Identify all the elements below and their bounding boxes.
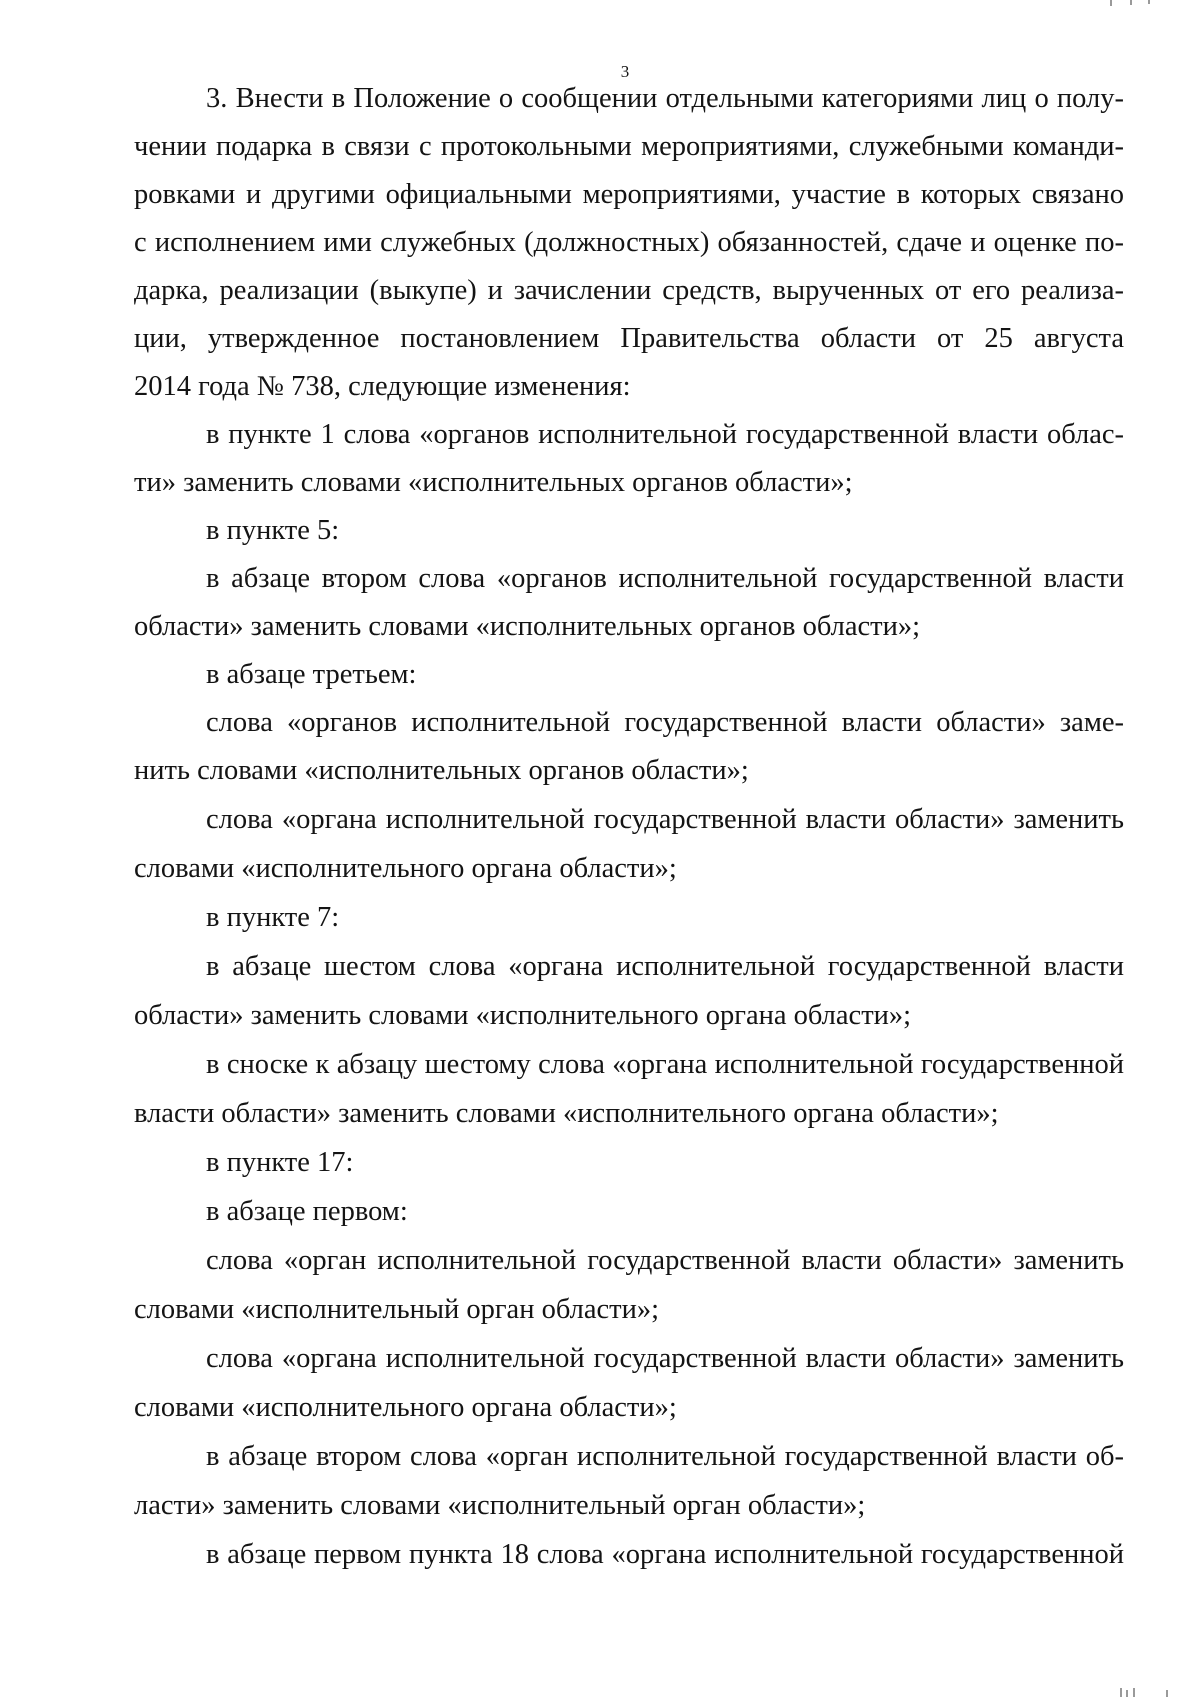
text-line: ласти» заменить словами «исполнительный орган области»; bbox=[134, 1490, 866, 1521]
text-line: в пункте 5: bbox=[206, 515, 340, 546]
text-line: ции, утвержденное постановлением Правительства области от 25 августа bbox=[134, 323, 1124, 354]
text-line: в абзаце втором слова «органов исполнительной государственной власти bbox=[206, 563, 1124, 594]
text-line: в абзаце шестом слова «органа исполнительной государственной власти bbox=[206, 951, 1124, 982]
text-line: слова «органа исполнительной государственной власти области» заменить bbox=[206, 804, 1124, 835]
text-line: ровками и другими официальными мероприятиями, участие в которых связано bbox=[134, 179, 1124, 210]
text-line: в пункте 17: bbox=[206, 1147, 354, 1178]
text-line: области» заменить словами «исполнительного органа области»; bbox=[134, 1000, 912, 1031]
text-line: в пункте 7: bbox=[206, 902, 340, 933]
text-line: чении подарка в связи с протокольными мероприятиями, служебными команди- bbox=[134, 131, 1124, 162]
text-line: в сноске к абзацу шестому слова «органа исполнительной государственной bbox=[206, 1049, 1124, 1080]
text-line: 3. Внести в Положение о сообщении отдельными категориями лиц о полу- bbox=[206, 83, 1124, 114]
text-line: слова «органа исполнительной государственной власти области» заменить bbox=[206, 1343, 1124, 1374]
text-line: дарка, реализации (выкупе) и зачислении средств, вырученных от его реализа- bbox=[134, 275, 1124, 306]
text-line: словами «исполнительного органа области»; bbox=[134, 853, 677, 884]
text-line: в пункте 1 слова «органов исполнительной государственной власти облас- bbox=[206, 419, 1124, 450]
text-line: с исполнением ими служебных (должностных) обязанностей, сдаче и оценке по- bbox=[134, 227, 1124, 258]
text-line: власти области» заменить словами «исполнительного органа области»; bbox=[134, 1098, 999, 1129]
page-number: 3 bbox=[620, 62, 630, 81]
text-line: словами «исполнительный орган области»; bbox=[134, 1294, 660, 1325]
text-line: в абзаце первом пункта 18 слова «органа исполнительной государственной bbox=[206, 1539, 1124, 1570]
text-line: нить словами «исполнительных органов области»; bbox=[134, 755, 749, 786]
text-line: в абзаце втором слова «орган исполнительной государственной власти об- bbox=[206, 1441, 1124, 1472]
text-line: ти» заменить словами «исполнительных органов области»; bbox=[134, 467, 853, 498]
text-line: области» заменить словами «исполнительных органов области»; bbox=[134, 611, 921, 642]
text-line: 2014 года № 738, следующие изменения: bbox=[134, 371, 631, 402]
text-line: слова «орган исполнительной государственной власти области» заменить bbox=[206, 1245, 1124, 1276]
text-line: слова «органов исполнительной государственной власти области» заме- bbox=[206, 707, 1124, 738]
text-line: словами «исполнительного органа области»; bbox=[134, 1392, 677, 1423]
text-line: в абзаце первом: bbox=[206, 1196, 408, 1227]
text-line: в абзаце третьем: bbox=[206, 659, 417, 690]
